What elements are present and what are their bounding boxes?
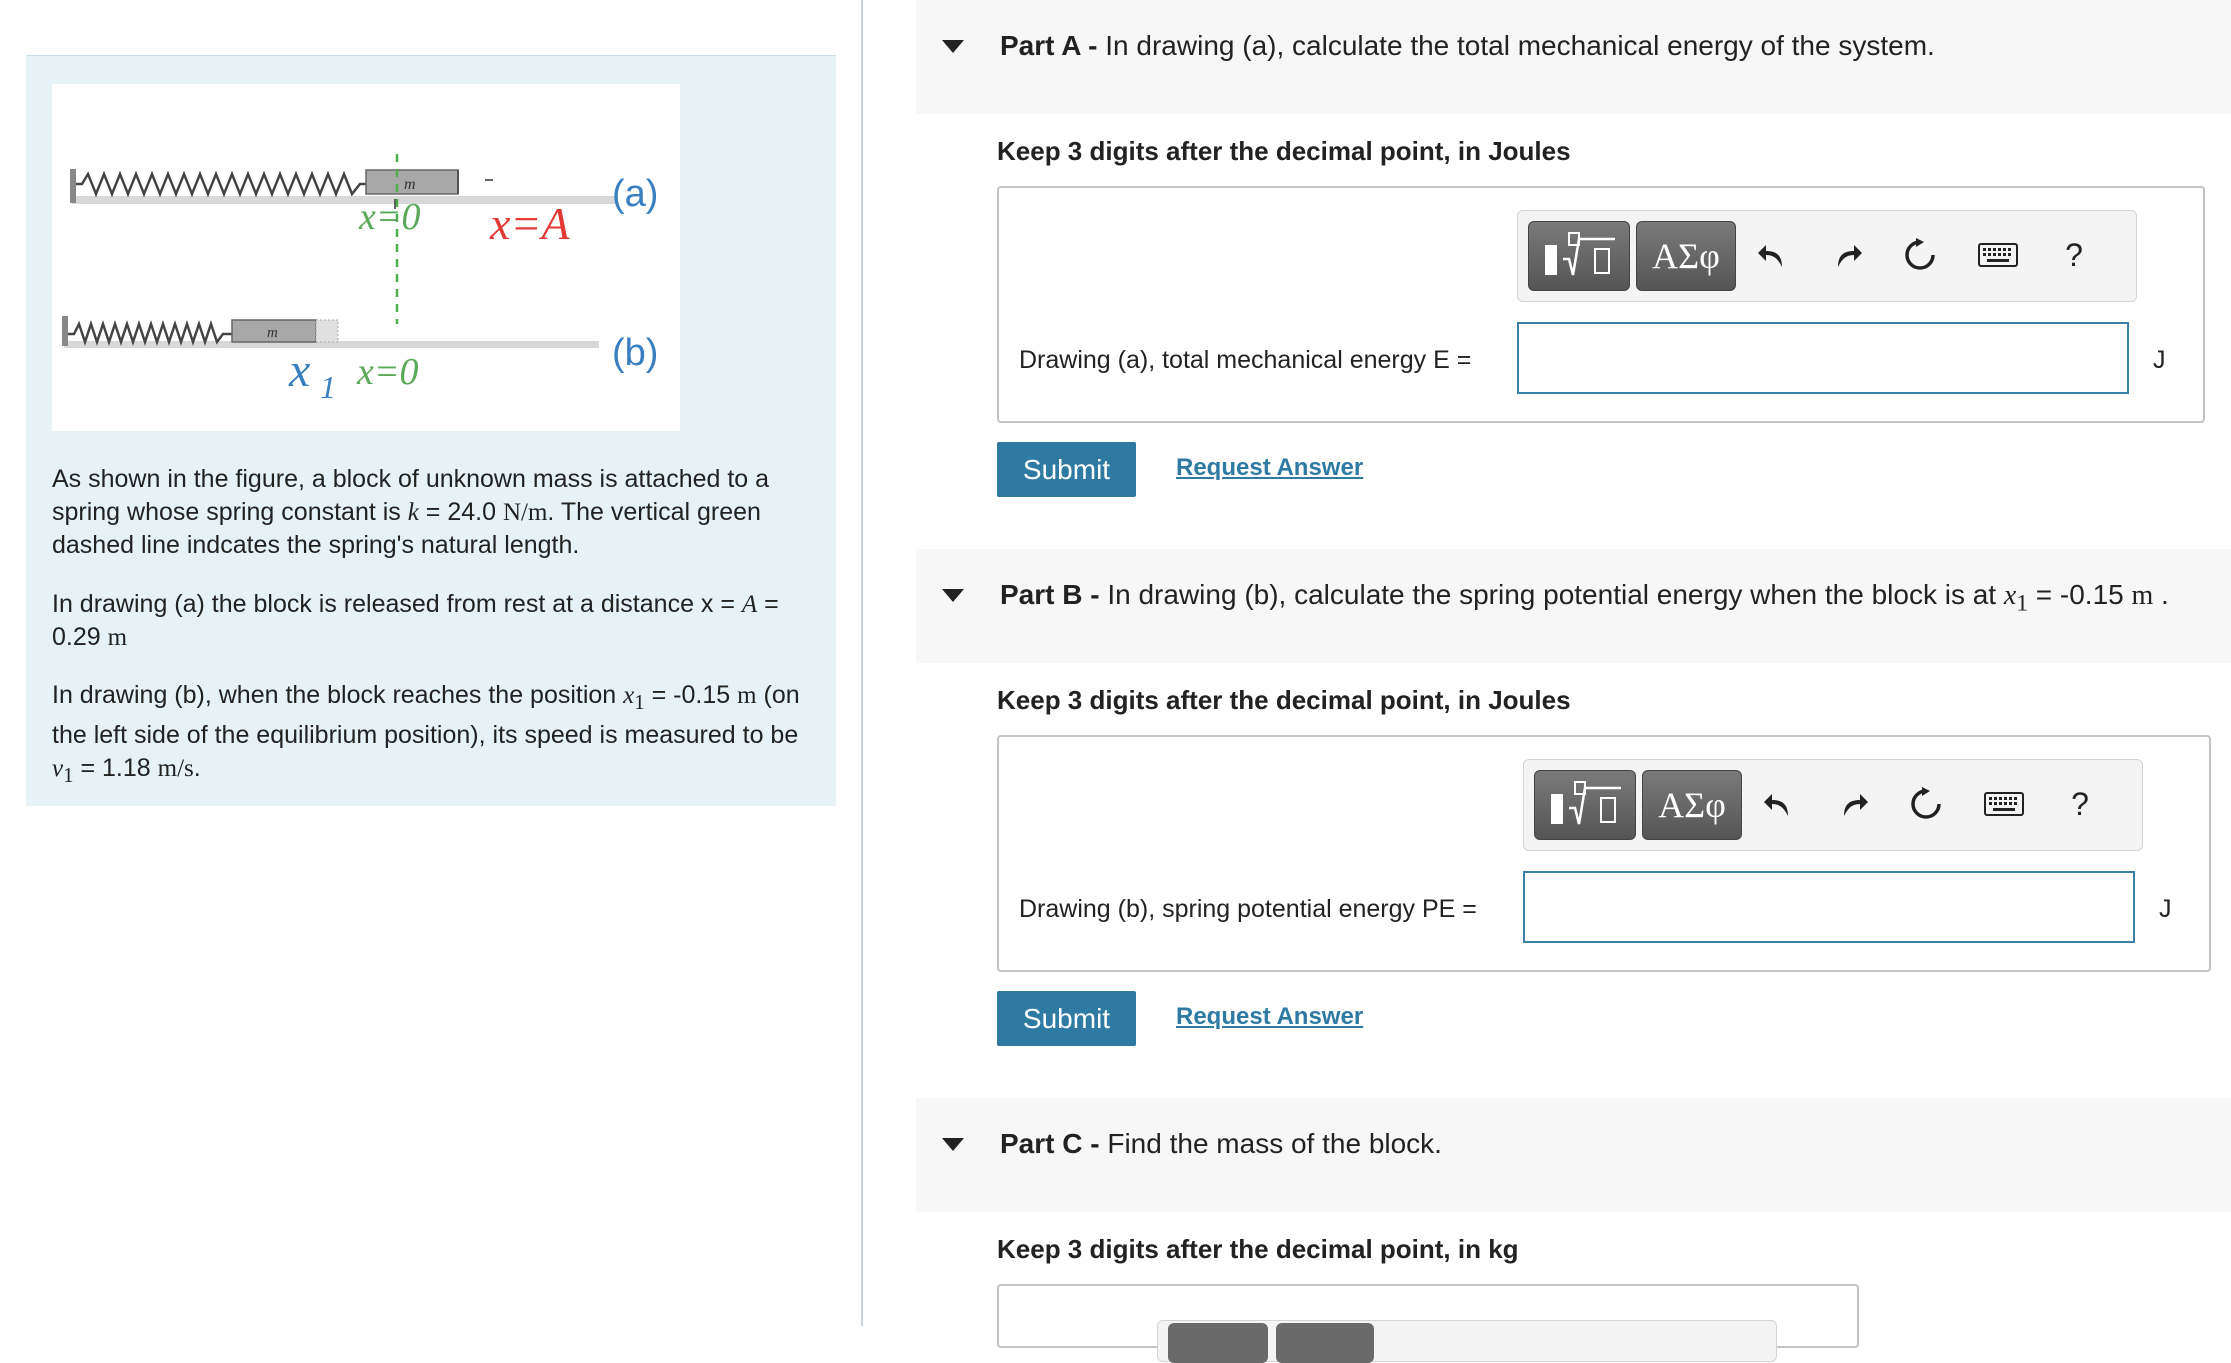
wall-b (62, 316, 68, 346)
part-b-header[interactable] (916, 549, 2231, 663)
part-b-unit: J (2159, 895, 2172, 923)
reset-icon[interactable] (1900, 235, 1940, 275)
part-a-instruction: Keep 3 digits after the decimal point, in Joules (997, 136, 1571, 166)
part-b-instruction: Keep 3 digits after the decimal point, in Joules (997, 685, 1571, 715)
part-a-answer-box (997, 186, 2205, 423)
wall-a (70, 169, 76, 203)
templates-button[interactable] (1168, 1323, 1268, 1363)
undo-icon[interactable] (1752, 235, 1792, 275)
xA-label: x=A (490, 198, 570, 249)
spring-b (68, 324, 232, 342)
part-a-header[interactable] (916, 0, 2231, 114)
reset-icon[interactable] (1906, 784, 1946, 824)
keyboard-icon[interactable] (1984, 784, 2024, 824)
spring-a (76, 174, 366, 194)
part-c-instruction: Keep 3 digits after the decimal point, in kg (997, 1234, 1519, 1264)
part-c-answer-box (997, 1284, 1859, 1348)
help-button[interactable]: ? (2071, 785, 2089, 822)
mass-label-a: m (404, 176, 416, 193)
label-b: (b) (612, 332, 659, 374)
templates-icon (1545, 780, 1625, 830)
part-b-title: Part B - In drawing (b), calculate the spring potential energy when the block is at $x_1 = -0.15$ m . (1000, 579, 2169, 617)
x0-label-a: x=0 (359, 196, 421, 238)
problem-paragraph-2: In drawing (a) the block is released from rest at a distance x = A = 0.29 m (52, 590, 779, 651)
spring-figure (52, 84, 680, 431)
redo-icon[interactable] (1828, 235, 1868, 275)
collapse-arrow-icon[interactable] (942, 589, 964, 602)
part-a-request-answer-link[interactable]: Request Answer (1176, 454, 1364, 481)
part-a-title: Part A - In drawing (a), calculate the total mechanical energy of the system. (1000, 30, 1935, 61)
math-toolbar (1517, 210, 2137, 302)
mass-label-b: m (267, 325, 278, 341)
greek-symbols-button[interactable] (1276, 1323, 1374, 1363)
part-a-submit-button[interactable]: Submit (997, 442, 1136, 497)
part-a-field-label: Drawing (a), total mechanical energy E = (1019, 346, 1472, 374)
part-b-submit-button[interactable]: Submit (997, 991, 1136, 1046)
templates-button[interactable] (1528, 221, 1630, 291)
part-c-title: Part C - Find the mass of the block. (1000, 1128, 1442, 1159)
math-toolbar (1523, 759, 2143, 851)
x1-label: x (289, 344, 311, 397)
math-toolbar (1157, 1320, 1777, 1362)
collapse-arrow-icon[interactable] (942, 40, 964, 53)
help-button[interactable]: ? (2065, 236, 2083, 273)
greek-symbols-button[interactable]: ΑΣφ (1642, 770, 1742, 840)
templates-icon (1539, 231, 1619, 281)
label-a: (a) (612, 173, 659, 215)
part-b-field-label: Drawing (b), spring potential energy PE = (1019, 895, 1477, 923)
x0-label-b: x=0 (357, 351, 419, 393)
part-b-answer-input[interactable] (1523, 871, 2135, 943)
undo-icon[interactable] (1758, 784, 1798, 824)
x1-sub: 1 (320, 369, 336, 405)
problem-paragraph-1: As shown in the figure, a block of unknown mass is attached to a spring whose spring constant is k = 24.0 N/m. The vertical green dashed line indcates the spring's natural length. (52, 465, 770, 559)
part-c-header[interactable] (916, 1098, 2231, 1212)
panel-divider (861, 0, 863, 1326)
part-b-answer-box (997, 735, 2211, 972)
greek-symbols-button[interactable]: ΑΣφ (1636, 221, 1736, 291)
part-a-unit: J (2153, 346, 2166, 374)
keyboard-icon[interactable] (1978, 235, 2018, 275)
templates-button[interactable] (1534, 770, 1636, 840)
collapse-arrow-icon[interactable] (942, 1138, 964, 1151)
problem-paragraph-3: In drawing (b), when the block reaches the position $x_1 = -0.15$ m (on the left side of the equilibrium position), its speed is measured to be $v_1 = 1.18$ m/s. (52, 681, 800, 787)
redo-icon[interactable] (1834, 784, 1874, 824)
part-b-request-answer-link[interactable]: Request Answer (1176, 1003, 1364, 1030)
spring-diagram (52, 84, 680, 431)
part-a-answer-input[interactable] (1517, 322, 2129, 394)
problem-panel (26, 55, 836, 806)
